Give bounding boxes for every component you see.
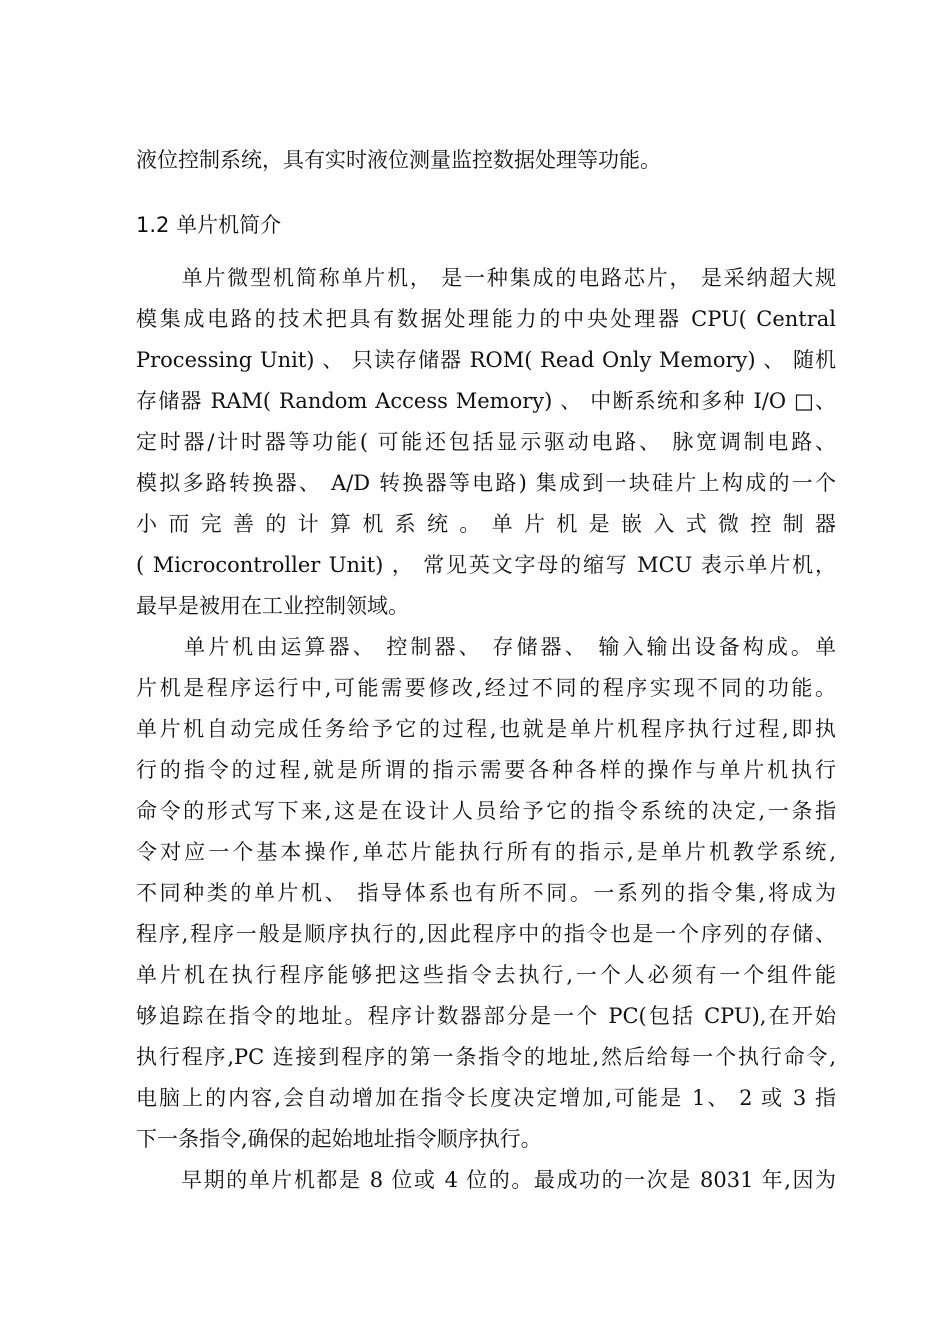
para1-line: 单片微型机简称单片机， 是一种集成的电路芯片， 是采纳超大规 <box>136 266 836 290</box>
para2-line: 单片机在执行程序能够把这些指令去执行,一个人必须有一个组件能 <box>136 963 836 987</box>
para1-line: 定时器/计时器等功能( 可能还包括显示驱动电路、 脉宽调制电路、 <box>136 430 836 454</box>
para1-line: 最早是被用在工业控制领域。 <box>136 594 409 618</box>
para2-line: 够追踪在指令的地址。程序计数器部分是一个 PC(包括 CPU),在开始 <box>136 1004 836 1028</box>
para2-line: 片机是程序运行中,可能需要修改,经过不同的程序实现不同的功能。 <box>136 676 836 700</box>
para2-line: 电脑上的内容,会自动增加在指令长度决定增加,可能是 1、 2 或 3 指 <box>136 1086 836 1110</box>
para2-line: 行的指令的过程,就是所谓的指示需要各种各样的操作与单片机执行 <box>136 758 836 782</box>
para1-line: Processing Unit) 、 只读存储器 ROM( Read Only Memory) 、 随机 <box>136 348 836 372</box>
para2-line: 不同种类的单片机、 指导体系也有所不同。一系列的指令集,将成为 <box>136 881 836 905</box>
para2-line: 命令的形式写下来,这是在设计人员给予它的指令系统的决定,一条指 <box>136 799 836 823</box>
para1-line: 存储器 RAM( Random Access Memory) 、 中断系统和多种 I/O □、 <box>136 389 836 413</box>
intro-line: 液位控制系统，具有实时液位测量监控数据处理等功能。 <box>136 148 661 172</box>
para2-line: 执行程序,PC 连接到程序的第一条指令的地址,然后给每一个执行命令, <box>136 1045 836 1069</box>
para2-line: 令对应一个基本操作,单芯片能执行所有的指示,是单片机教学系统, <box>136 840 836 864</box>
section-title: 单片机简介 <box>176 213 282 237</box>
para1-line: 小 而 完 善 的 计 算 机 系 统 。 单 片 机 是 嵌 入 式 微 控 制 器 <box>136 512 836 536</box>
para2-line: 单片机由运算器、 控制器、 存储器、 输入输出设备构成。单 <box>136 635 836 659</box>
para2-line: 单片机自动完成任务给予它的过程,也就是单片机程序执行过程,即执 <box>136 717 836 741</box>
para2-line: 程序,程序一般是顺序执行的,因此程序中的指令也是一个序列的存储、 <box>136 922 836 946</box>
para1-line: ( Microcontroller Unit) ， 常见英文字母的缩写 MCU 表示单片机， <box>136 553 836 577</box>
section-heading <box>136 210 836 240</box>
para1-line: 模集成电路的技术把具有数据处理能力的中央处理器 CPU( Central <box>136 307 836 331</box>
para2-line: 下一条指令,确保的起始地址指令顺序执行。 <box>136 1127 542 1151</box>
para1-line: 模拟多路转换器、 A/D 转换器等电路) 集成到一块硅片上构成的一个 <box>136 471 836 495</box>
section-number: 1.2 <box>136 213 170 237</box>
para3-line: 早期的单片机都是 8 位或 4 位的。最成功的一次是 8031 年,因为 <box>136 1168 836 1192</box>
